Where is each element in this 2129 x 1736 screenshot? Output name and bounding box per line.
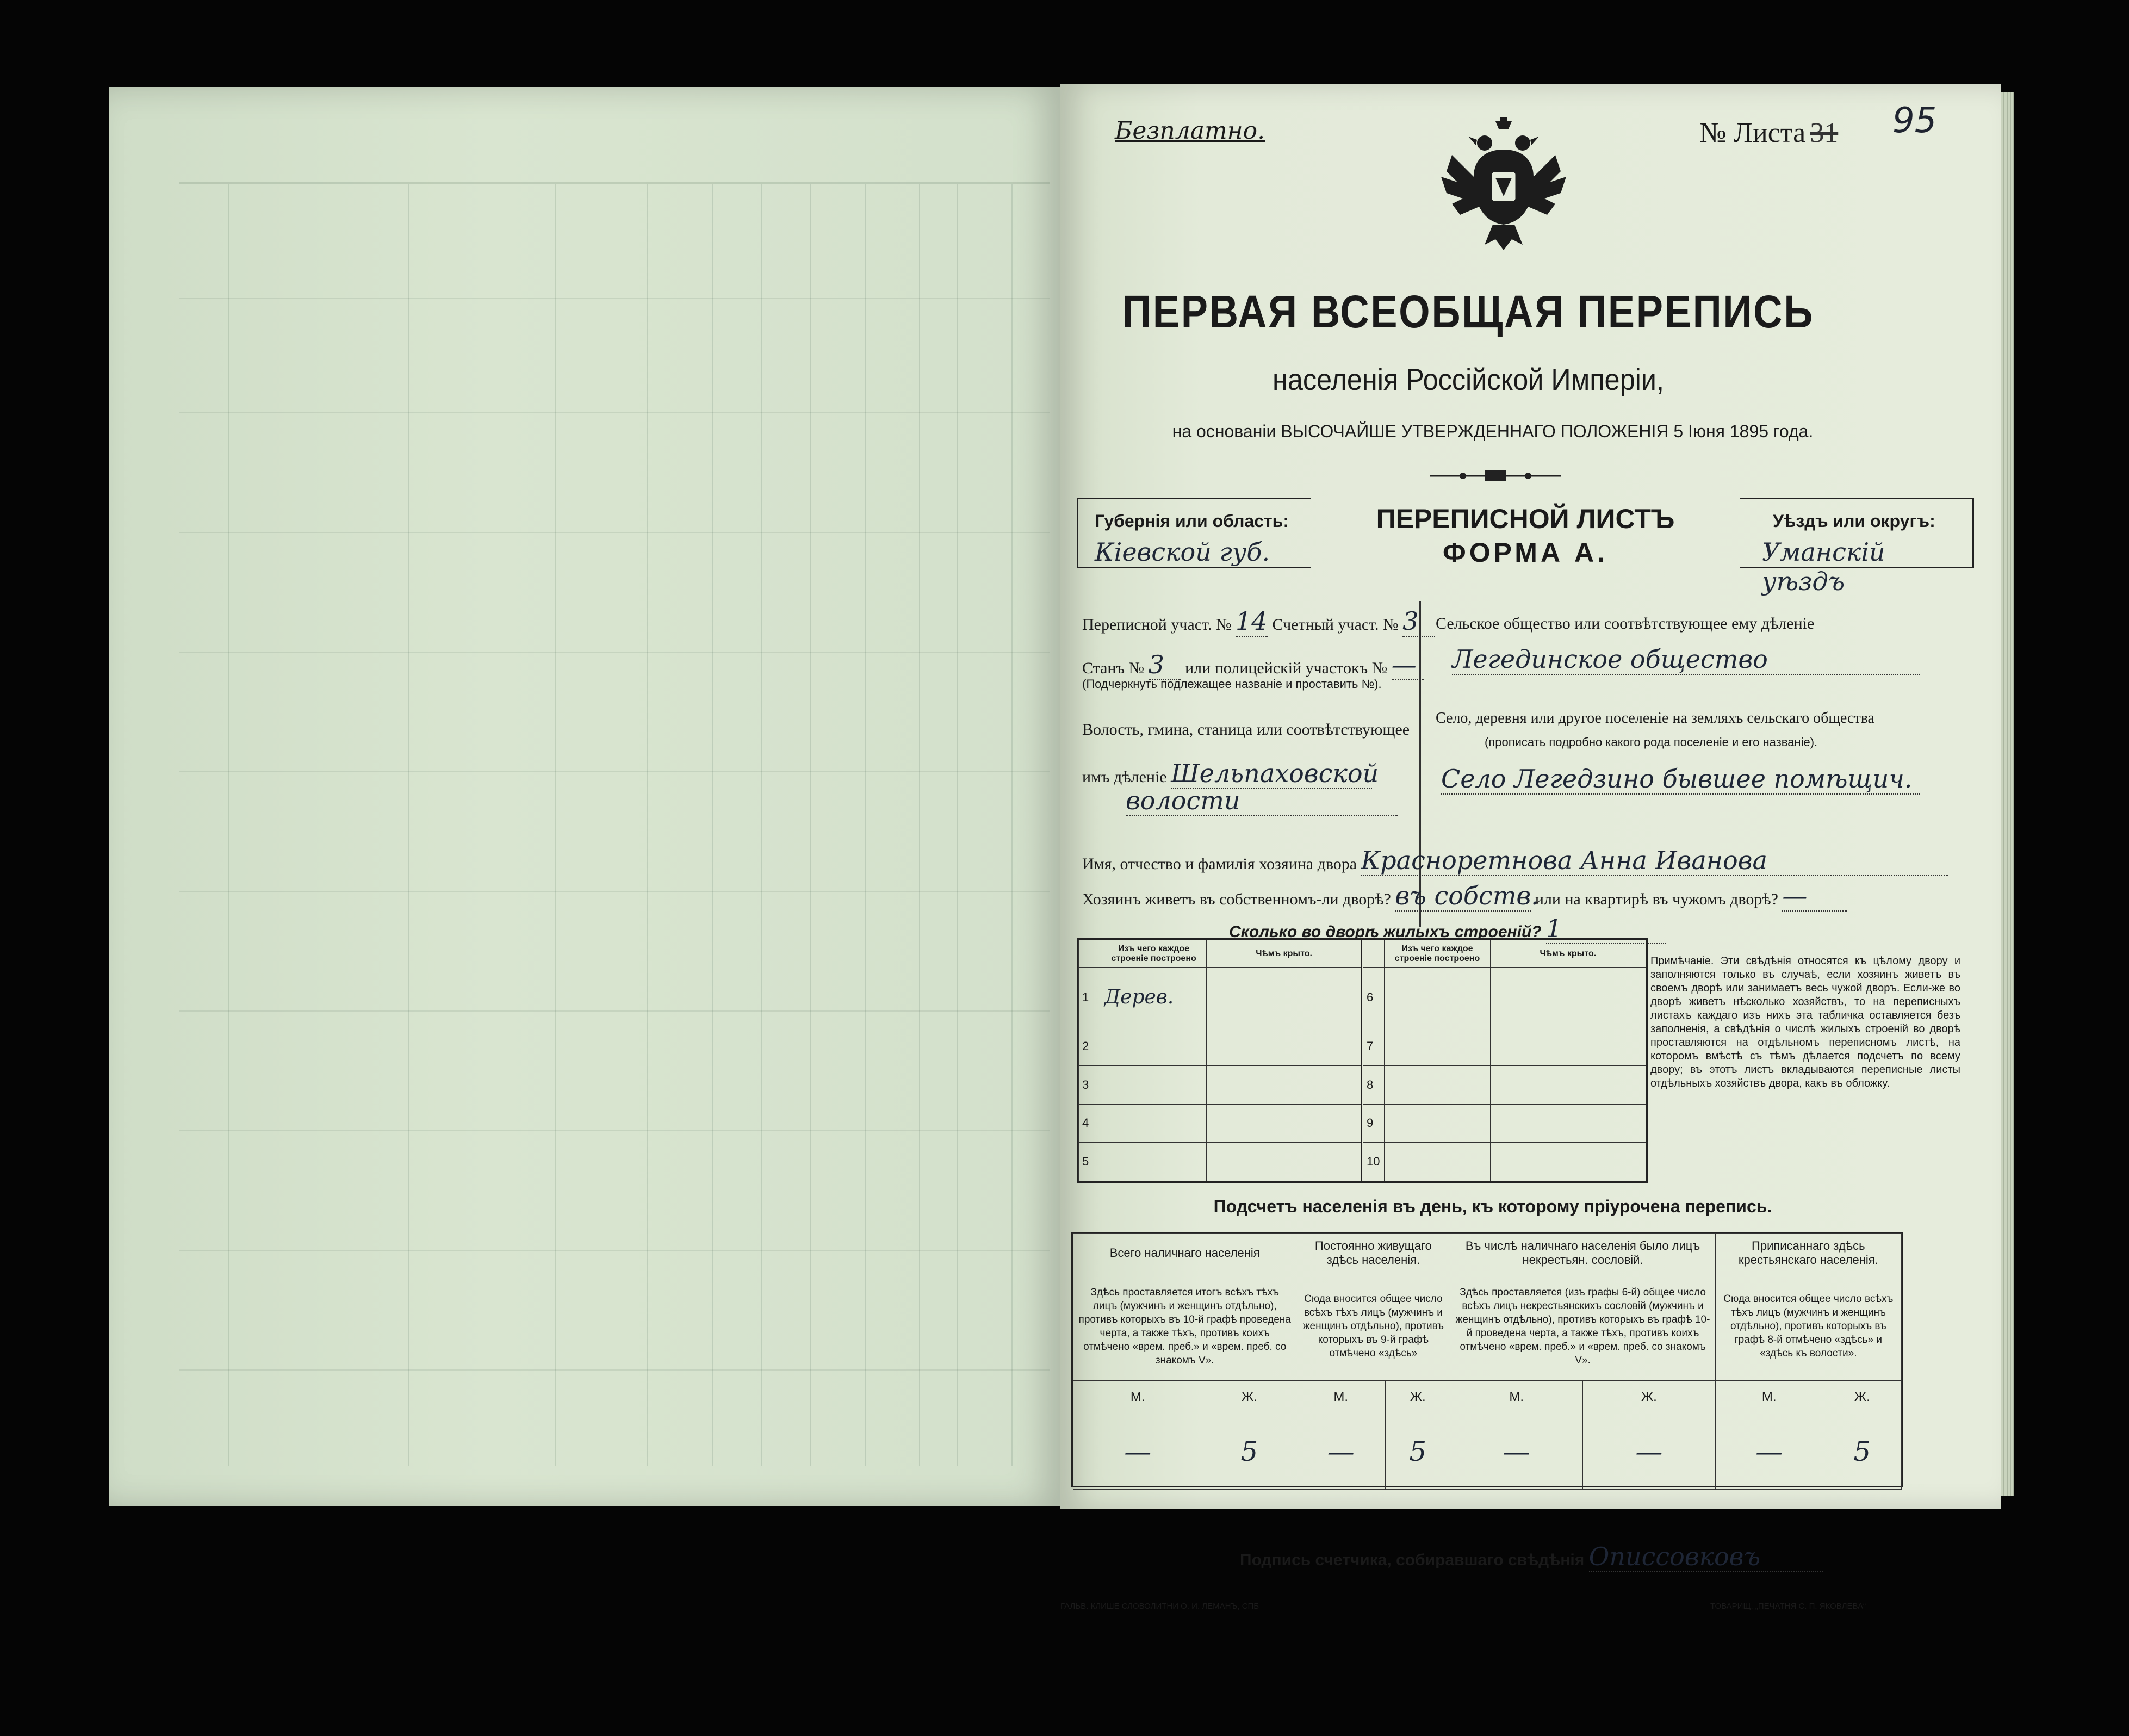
ornament-divider-icon [1430, 468, 1561, 484]
roof-cell [1490, 1065, 1646, 1104]
owner-residence-value: въ собств. [1395, 881, 1539, 910]
district-box [1740, 498, 1974, 596]
province-value: Кіевской губ. [1095, 537, 1270, 567]
group-title-registered: Приписаннаго здѣсь крестьянскаго населенія. [1715, 1234, 1901, 1272]
roof-cell [1207, 1065, 1362, 1104]
female-header: Ж. [1202, 1381, 1296, 1413]
row-number: 6 [1362, 968, 1385, 1027]
stan-value: 3 [1149, 650, 1181, 680]
note-text: Примѣчаніе. Эти свѣдѣнія относятся къ цѣлому двору и заполняются только въ случаѣ, если хозяинъ живетъ въ своемъ дворѣ или занимаетъ весь чужой дворъ. Если-же во дворѣ живетъ нѣсколько хозяйствъ, то на переписныхъ листахъ каждаго изъ нихъ эта табличка оставляется безъ заполненія, а свѣдѣнія о числѣ жилыхъ строеній во дворѣ проставляются на отдѣльномъ переписномъ листѣ, на которомъ вмѣстѣ съ тѣмъ дѣлается подсчетъ по всему двору; въ этотъ листъ вкладываются переписные листы отдѣльныхъ хозяйствъ двора, какъ въ обложку. [1650, 955, 1960, 1089]
group-desc-non-peasant: Здѣсь проставляется (изъ графы 6-й) общее число всѣхъ лицъ некрестьянскихъ сословій (мужчинъ и женщинъ отдѣльно), противъ которыхъ въ графѣ 10-й проведена черта, а также тѣхъ, противъ коихъ отмѣчено «врем. преб.» и «врем. преб. со знакомъ V». [1450, 1272, 1715, 1381]
volost-value: Шельпаховской [1171, 759, 1379, 788]
form-type-box [1300, 498, 1751, 568]
material-cell [1385, 1143, 1490, 1181]
male-header: М. [1450, 1381, 1583, 1413]
col-roof-2: Чѣмъ крыто. [1490, 940, 1646, 968]
permanent-female-value: 5 [1386, 1413, 1450, 1490]
volost-field [1082, 759, 1379, 789]
signature-label: Подпись счетчика, собиравшаго свѣдѣнія [1240, 1551, 1585, 1569]
material-cell [1385, 1027, 1490, 1066]
bleed-through-grid [179, 182, 1050, 1466]
police-area-value: — [1392, 650, 1424, 680]
owner-residence-label-2: или на квартирѣ въ чужомъ дворѣ? [1535, 890, 1778, 908]
material-cell: Дерев. [1101, 968, 1206, 1027]
row-number: 1 [1079, 968, 1101, 1027]
census-area-value: 14 [1236, 606, 1268, 636]
group-desc-permanent: Сюда вносится общее число всѣхъ тѣхъ лицъ (мужчинъ и женщинъ отдѣльно), противъ которыхъ въ 9-й графѣ отмѣчено «здѣсь» [1296, 1272, 1450, 1381]
female-header: Ж. [1583, 1381, 1716, 1413]
table-row [1079, 1027, 1646, 1066]
material-cell [1101, 1065, 1206, 1104]
page-stack-edge [2001, 92, 2014, 1496]
sheet-number-struck: 31 [1810, 117, 1839, 148]
group-title-non-peasant: Въ числѣ наличнаго населенія было лицъ некрестьян. сословій. [1450, 1234, 1715, 1272]
permanent-male-value: — [1296, 1413, 1386, 1490]
row-number: 10 [1362, 1143, 1385, 1181]
form-a-label: ФОРМА А. [1443, 537, 1608, 568]
col-roof: Чѣмъ крыто. [1207, 940, 1362, 968]
present-female-value: 5 [1202, 1413, 1296, 1490]
roof-cell [1490, 1027, 1646, 1066]
roof-cell [1207, 1143, 1362, 1181]
stan-note: (Подчеркнуть подлежащее названіе и проставить №). [1082, 677, 1382, 691]
non-peasant-female-value: — [1583, 1413, 1716, 1490]
row-number: 4 [1079, 1104, 1101, 1143]
table-row [1079, 1104, 1646, 1143]
female-header: Ж. [1823, 1381, 1901, 1413]
roof-cell [1207, 1027, 1362, 1066]
signature-value: Описсовковъ [1589, 1542, 1823, 1572]
form-title: ПЕРВАЯ ВСЕОБЩАЯ ПЕРЕПИСЬ [1122, 286, 1814, 337]
table-row [1079, 1143, 1646, 1181]
column-divider [1419, 601, 1421, 927]
volost-label-2: имъ дѣленіе [1082, 768, 1167, 786]
female-header: Ж. [1386, 1381, 1450, 1413]
material-cell [1101, 1104, 1206, 1143]
group-desc-present: Здѣсь проставляется итогъ всѣхъ тѣхъ лицъ (мужчинъ и женщинъ отдѣльно), противъ которыхъ въ 10-й графѣ проведена черта, а также тѣхъ, противъ коихъ отмѣчено «врем. преб.» и «врем. преб. со знакомъ V». [1073, 1272, 1296, 1381]
col-material-2: Изъ чего каждое строеніе построено [1385, 940, 1490, 968]
census-form-page [1060, 84, 2001, 1611]
counting-area-label: Счетный участ. № [1272, 616, 1399, 634]
police-area-label: или полицейскій участокъ № [1185, 659, 1388, 677]
col-material: Изъ чего каждое строеніе построено [1101, 940, 1206, 968]
male-header: М. [1073, 1381, 1202, 1413]
structures-table [1077, 938, 1648, 1183]
district-value: Уманскій уѣздъ [1762, 537, 1885, 596]
row-number: 7 [1362, 1027, 1385, 1066]
census-area-label: Переписной участ. № [1082, 616, 1232, 634]
row-number: 2 [1079, 1027, 1101, 1066]
table-row [1079, 968, 1646, 1027]
counting-area-value: 3 [1402, 606, 1435, 637]
owner-name-value: Красноретнова Анна Иванова [1361, 846, 1948, 876]
village-note: (прописать подробно какого рода поселеніе и его названіе). [1485, 735, 1818, 749]
village-value: Село Легедзино бывшее помѣщич. [1441, 764, 1920, 795]
community-value: Легединское общество [1452, 644, 1920, 675]
male-header: М. [1296, 1381, 1386, 1413]
row-number: 3 [1079, 1065, 1101, 1104]
present-male-value: — [1073, 1413, 1202, 1490]
material-cell [1385, 968, 1490, 1027]
owner-residence-label: Хозяинъ живетъ въ собственномъ-ли дворѣ? [1082, 890, 1391, 908]
row-number: 9 [1362, 1104, 1385, 1143]
printer-imprint-right: ТОВАРИЩ. „ПЕЧАТНЯ С. П. ЯКОВЛЕВА“ [1710, 1602, 1866, 1611]
census-sheet-title: ПЕРЕПИСНОЙ ЛИСТЪ [1376, 504, 1675, 534]
material-cell [1385, 1104, 1490, 1143]
left-page [109, 87, 1060, 1506]
owner-name-label: Имя, отчество и фамилія хозяина двора [1082, 855, 1357, 873]
village-label: Село, деревня или другое поселеніе на земляхъ сельскаго общества [1436, 710, 1874, 727]
free-of-charge-label: Безплатно. [1115, 117, 1265, 145]
form-subtitle: населенія Россійской Имперіи, [1273, 362, 1664, 396]
group-desc-registered: Сюда вносится общее число всѣхъ тѣхъ лицъ (мужчинъ и женщинъ отдѣльно), противъ которыхъ въ графѣ 8-й отмѣчено «здѣсь» и «здѣсь къ волости». [1715, 1272, 1901, 1381]
stan-label: Станъ № [1082, 659, 1145, 677]
double-headed-eagle-icon [1441, 117, 1566, 253]
census-area-field [1082, 606, 1435, 637]
group-title-permanent: Постоянно живущаго здѣсь населенія. [1296, 1234, 1450, 1272]
province-box [1077, 498, 1311, 568]
non-peasant-male-value: — [1450, 1413, 1583, 1490]
row-number: 5 [1079, 1143, 1101, 1181]
enumerator-signature [1240, 1542, 1823, 1572]
roof-cell [1490, 968, 1646, 1027]
row-number: 8 [1362, 1065, 1385, 1104]
owner-residence-value-2: — [1782, 881, 1847, 912]
buildings-label: Сколько во дворѣ жилыхъ строеній? [1229, 923, 1542, 941]
table-row [1079, 1065, 1646, 1104]
sheet-number-label: № Листа [1699, 117, 1806, 148]
community-label: Сельское общество или соотвѣтствующее ему дѣленіе [1436, 615, 1815, 633]
province-label: Губернія или область: [1095, 511, 1289, 531]
sheet-number-handwritten: 95 [1892, 101, 1937, 141]
roof-cell [1490, 1143, 1646, 1181]
buildings-value: 1 [1546, 914, 1666, 944]
material-cell [1385, 1065, 1490, 1104]
sheet-number [1699, 117, 1838, 149]
male-header: М. [1715, 1381, 1823, 1413]
stan-field [1082, 650, 1424, 680]
volost-label: Волость, гмина, станица или соотвѣтствующее [1082, 721, 1410, 739]
group-title-present: Всего наличнаго населенія [1073, 1234, 1296, 1272]
district-label: Уѣздъ или округъ: [1773, 511, 1935, 531]
owner-residence-field [1082, 881, 1847, 912]
material-cell [1101, 1143, 1206, 1181]
roof-cell [1207, 1104, 1362, 1143]
population-count-title: Подсчетъ населенія въ день, къ которому пріурочена перепись. [1213, 1196, 1772, 1216]
printer-imprint-left: ГАЛЬВ. КЛИШЕ СЛОВОЛИТНИ О. И. ЛЕМАНЪ, СПБ [1060, 1602, 1259, 1611]
roof-cell [1207, 968, 1362, 1027]
population-count-table [1071, 1232, 1903, 1487]
registered-female-value: 5 [1823, 1413, 1901, 1490]
legal-basis: на основаніи ВЫСОЧАЙШЕ УТВЕРЖДЕННАГО ПОЛОЖЕНІЯ 5 Іюня 1895 года. [1172, 421, 1814, 441]
registered-male-value: — [1715, 1413, 1823, 1490]
owner-name-field [1082, 846, 1948, 876]
roof-cell [1490, 1104, 1646, 1143]
volost-value-2: волости [1126, 786, 1398, 816]
material-cell [1101, 1027, 1206, 1066]
